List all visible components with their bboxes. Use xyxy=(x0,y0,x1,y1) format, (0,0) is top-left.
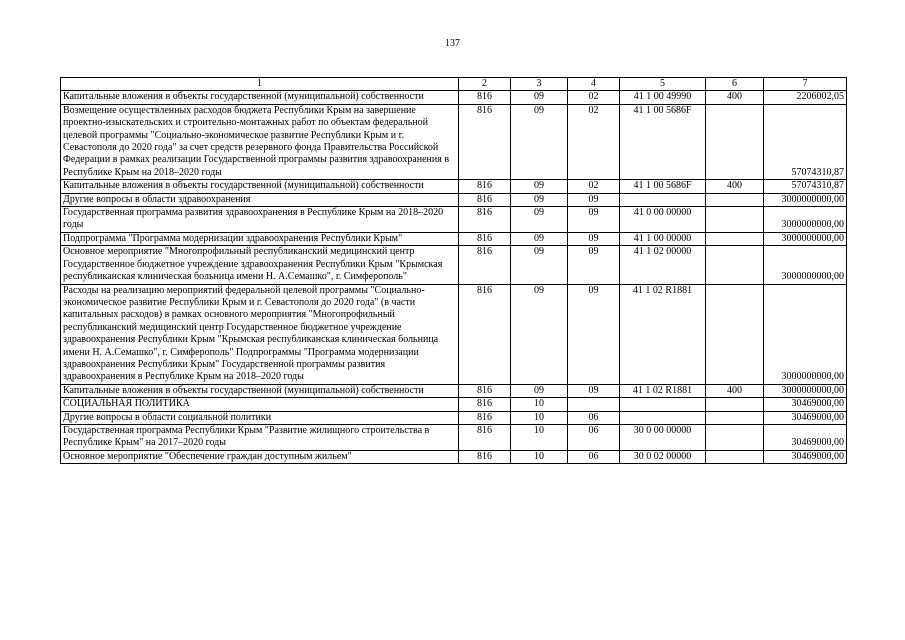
amount-cell: 3000000000,00 xyxy=(764,232,847,245)
target-article-cell: 41 1 00 49990 xyxy=(620,91,706,104)
target-article-cell: 41 1 02 R1881 xyxy=(620,384,706,397)
amount-cell: 3000000000,00 xyxy=(764,384,847,397)
section-code-cell: 10 xyxy=(511,411,568,424)
item-name-cell: Другие вопросы в области здравоохранения xyxy=(61,193,459,206)
header-cell: 6 xyxy=(706,78,764,91)
target-article-cell: 41 1 02 00000 xyxy=(620,246,706,284)
target-article-cell: 41 1 00 5686F xyxy=(620,180,706,193)
ministry-code-cell: 816 xyxy=(459,284,511,384)
target-article-cell: 41 0 00 00000 xyxy=(620,207,706,233)
section-code-cell: 09 xyxy=(511,104,568,179)
subsection-code-cell: 02 xyxy=(568,180,620,193)
section-code-cell: 09 xyxy=(511,91,568,104)
subsection-code-cell: 09 xyxy=(568,384,620,397)
table-row xyxy=(61,284,847,384)
target-article-cell: 41 1 00 5686F xyxy=(620,104,706,179)
item-name-cell: Основное мероприятие "Обеспечение граждан доступным жильем" xyxy=(61,450,459,463)
section-code-cell: 09 xyxy=(511,284,568,384)
target-article-cell xyxy=(620,398,706,411)
subsection-code-cell: 02 xyxy=(568,91,620,104)
item-name-cell: Капитальные вложения в объекты государственной (муниципальной) собственности xyxy=(61,91,459,104)
section-code-cell: 09 xyxy=(511,180,568,193)
ministry-code-cell: 816 xyxy=(459,104,511,179)
expense-type-cell xyxy=(706,246,764,284)
table-row xyxy=(61,398,847,411)
subsection-code-cell: 02 xyxy=(568,104,620,179)
table-row xyxy=(61,193,847,206)
ministry-code-cell: 816 xyxy=(459,180,511,193)
expense-type-cell xyxy=(706,232,764,245)
ministry-code-cell: 816 xyxy=(459,246,511,284)
subsection-code-cell: 06 xyxy=(568,424,620,450)
ministry-code-cell: 816 xyxy=(459,207,511,233)
table-row xyxy=(61,104,847,179)
header-cell: 5 xyxy=(620,78,706,91)
amount-cell: 30469000,00 xyxy=(764,398,847,411)
ministry-code-cell: 816 xyxy=(459,424,511,450)
table-row xyxy=(61,180,847,193)
table-row xyxy=(61,207,847,233)
table-row xyxy=(61,246,847,284)
ministry-code-cell: 816 xyxy=(459,193,511,206)
item-name-cell: Государственная программа Республики Крым "Развитие жилищного строительства в Республике Крым" на 2017–2020 годы xyxy=(61,424,459,450)
section-code-cell: 09 xyxy=(511,193,568,206)
ministry-code-cell: 816 xyxy=(459,91,511,104)
subsection-code-cell: 09 xyxy=(568,232,620,245)
expense-type-cell: 400 xyxy=(706,91,764,104)
item-name-cell: Подпрограмма "Программа модернизации здравоохранения Республики Крым" xyxy=(61,232,459,245)
target-article-cell: 41 1 02 R1881 xyxy=(620,284,706,384)
header-cell: 2 xyxy=(459,78,511,91)
expense-type-cell xyxy=(706,450,764,463)
item-name-cell: Капитальные вложения в объекты государственной (муниципальной) собственности xyxy=(61,180,459,193)
expense-type-cell xyxy=(706,207,764,233)
ministry-code-cell: 816 xyxy=(459,411,511,424)
expense-type-cell: 400 xyxy=(706,384,764,397)
expense-type-cell xyxy=(706,411,764,424)
page-number: 137 xyxy=(445,38,460,49)
amount-cell: 2206002,05 xyxy=(764,91,847,104)
expense-type-cell xyxy=(706,284,764,384)
table-row xyxy=(61,424,847,450)
amount-cell: 30469000,00 xyxy=(764,411,847,424)
expense-type-cell xyxy=(706,424,764,450)
target-article-cell: 30 0 00 00000 xyxy=(620,424,706,450)
table-row xyxy=(61,450,847,463)
table-row xyxy=(61,411,847,424)
amount-cell: 30469000,00 xyxy=(764,450,847,463)
header-cell: 3 xyxy=(511,78,568,91)
expense-type-cell: 400 xyxy=(706,180,764,193)
amount-cell: 3000000000,00 xyxy=(764,284,847,384)
ministry-code-cell: 816 xyxy=(459,232,511,245)
expense-type-cell xyxy=(706,398,764,411)
section-code-cell: 09 xyxy=(511,232,568,245)
item-name-cell: СОЦИАЛЬНАЯ ПОЛИТИКА xyxy=(61,398,459,411)
table-row xyxy=(61,232,847,245)
target-article-cell: 41 1 00 00000 xyxy=(620,232,706,245)
item-name-cell: Государственная программа развития здравоохранения в Республике Крым на 2018–2020 годы xyxy=(61,207,459,233)
target-article-cell xyxy=(620,193,706,206)
amount-cell: 3000000000,00 xyxy=(764,207,847,233)
amount-cell: 3000000000,00 xyxy=(764,246,847,284)
subsection-code-cell: 09 xyxy=(568,246,620,284)
subsection-code-cell xyxy=(568,398,620,411)
subsection-code-cell: 09 xyxy=(568,207,620,233)
subsection-code-cell: 06 xyxy=(568,411,620,424)
item-name-cell: Другие вопросы в области социальной политики xyxy=(61,411,459,424)
section-code-cell: 10 xyxy=(511,398,568,411)
section-code-cell: 09 xyxy=(511,207,568,233)
table-row xyxy=(61,91,847,104)
table-row xyxy=(61,384,847,397)
table-header-row xyxy=(61,78,847,91)
header-cell: 1 xyxy=(61,78,459,91)
item-name-cell: Возмещение осуществленных расходов бюджета Республики Крым на завершение проектно-изыскательских и строительно-монтажных работ по объектам федеральной целевой программы "Социально-экономическое развитие Республики Крым и г. Севастополя до 2020 года" за счет средств резервного фонда Правительства Российской Федерации в рамках реализации Государственной программы развития здравоохранения в Республике Крым на 2018–2020 годы xyxy=(61,104,459,179)
budget-table xyxy=(60,77,847,464)
section-code-cell: 10 xyxy=(511,450,568,463)
expense-type-cell xyxy=(706,193,764,206)
section-code-cell: 09 xyxy=(511,384,568,397)
header-cell: 4 xyxy=(568,78,620,91)
item-name-cell: Капитальные вложения в объекты государственной (муниципальной) собственности xyxy=(61,384,459,397)
subsection-code-cell: 09 xyxy=(568,193,620,206)
item-name-cell: Основное мероприятие "Многопрофильный республиканский медицинский центр Государственное бюджетное учреждение здравоохранения Республики Крым "Крымская республиканская клиническая больница имени Н. А.Семашко", г. Симферополь" xyxy=(61,246,459,284)
amount-cell: 57074310,87 xyxy=(764,180,847,193)
expense-type-cell xyxy=(706,104,764,179)
section-code-cell: 10 xyxy=(511,424,568,450)
target-article-cell: 30 0 02 00000 xyxy=(620,450,706,463)
subsection-code-cell: 09 xyxy=(568,284,620,384)
section-code-cell: 09 xyxy=(511,246,568,284)
amount-cell: 57074310,87 xyxy=(764,104,847,179)
amount-cell: 3000000000,00 xyxy=(764,193,847,206)
amount-cell: 30469000,00 xyxy=(764,424,847,450)
target-article-cell xyxy=(620,411,706,424)
item-name-cell: Расходы на реализацию мероприятий федеральной целевой программы "Социально-экономическое развитие Республики Крым и г. Севастополя до 2020 года" (в части капитальных расходов) в рамках основного мероприятия "Многопрофильный республиканский медицинский центр Государственное бюджетное учреждение здравоохранения Республики Крым "Крымская республиканская клиническая больница имени Н. А.Семашко", г. Симферополь" Подпрограммы "Программа модернизации здравоохранения Республики Крым" Государственной программы развития здравоохранения в Республике Крым на 2018–2020 годы xyxy=(61,284,459,384)
ministry-code-cell: 816 xyxy=(459,398,511,411)
header-cell: 7 xyxy=(764,78,847,91)
ministry-code-cell: 816 xyxy=(459,384,511,397)
subsection-code-cell: 06 xyxy=(568,450,620,463)
ministry-code-cell: 816 xyxy=(459,450,511,463)
